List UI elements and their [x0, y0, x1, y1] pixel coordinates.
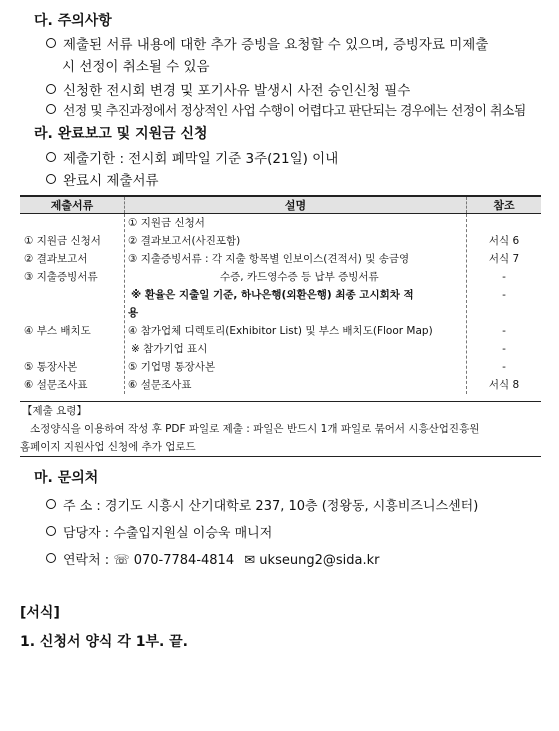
- list-item: 제출기한 : 전시회 폐막일 기준 3주(21일) 이내: [46, 147, 338, 167]
- address-line: 주 소 : 경기도 시흥시 산기대학로 237, 10층 (정왕동, 시흥비즈니스센터): [46, 495, 478, 514]
- circle-bullet-icon: [46, 38, 56, 48]
- circle-bullet-icon: [46, 526, 56, 536]
- table-column-documents: ① 지원금 신청서 ② 결과보고서 ③ 지출증빙서류 ④ 부스 배치도 ⑤ 통장사본 ⑥ 설문조사표: [20, 214, 125, 395]
- phone-line: 연락처 : ☏ 070-7784-4814 ✉ ukseung2@sida.kr: [46, 549, 379, 568]
- circle-bullet-icon: [46, 152, 56, 162]
- circle-bullet-icon: [46, 553, 56, 563]
- phone-number: 070-7784-4814: [133, 553, 235, 568]
- list-item: 제출된 서류 내용에 대한 추가 증빙을 요청할 수 있으며, 증빙자료 미제출: [46, 33, 488, 53]
- email-address: ukseung2@sida.kr: [259, 553, 380, 568]
- section-da-title: 다. 주의사항: [34, 13, 112, 29]
- phone-icon: ☏: [113, 553, 130, 568]
- table-column-reference: 서식 6 서식 7 - - - - - 서식 8: [488, 235, 520, 391]
- circle-bullet-icon: [46, 174, 56, 184]
- section-ma-title: 마. 문의처: [34, 470, 99, 486]
- circle-bullet-icon: [46, 84, 56, 94]
- list-item: 완료시 제출서류: [46, 169, 159, 189]
- form-heading: [서식]: [20, 605, 60, 621]
- submission-table: [20, 195, 541, 394]
- list-item: 신청한 전시회 변경 및 포기사유 발생시 사전 승인신청 필수: [46, 79, 410, 99]
- form-line: 1. 신청서 양식 각 1부. 끝.: [20, 634, 188, 650]
- table-header: 제출서류: [20, 196, 125, 214]
- circle-bullet-icon: [46, 104, 56, 114]
- section-ra-title: 라. 완료보고 및 지원금 신청: [34, 126, 208, 142]
- table-header: 설명: [125, 196, 467, 214]
- contact-line: 담당자 : 수출입지원실 이승욱 매니저: [46, 522, 272, 541]
- table-column-description: ① 지원금 신청서 ② 결과보고서(사진포함) ③ 지출증빙서류 : 각 지출 항목별 인보이스(견적서) 및 송금영 수증, 카드영수증 등 납부 증빙서류 ※ 환율은 지출일 기준, 하나은행(외환은행) 최종 고시회차 적 용 ④ 참가업체 디렉토리(Exhibitor List) 및 부스 배치도(Floor Map) ※ 참가기업 표시 ⑤ 기업명 통장사본 ⑥ 설문조사표: [125, 214, 467, 395]
- table-header: 참조: [467, 196, 542, 214]
- list-item: 선정 및 추진과정에서 정상적인 사업 수행이 어렵다고 판단되는 경우에는 선정이 취소됨: [46, 100, 526, 119]
- submission-note: 【제출 요령】 소정양식을 이용하여 작성 후 PDF 파일로 제출 : 파일은 반드시 1개 파일로 묶어서 시흥산업진흥원 홈페이지 지원사업 신청에 추가 업로드: [20, 401, 541, 457]
- email-icon: ✉: [244, 553, 256, 568]
- list-item-continuation: 시 선정이 취소될 수 있음: [62, 59, 210, 75]
- circle-bullet-icon: [46, 499, 56, 509]
